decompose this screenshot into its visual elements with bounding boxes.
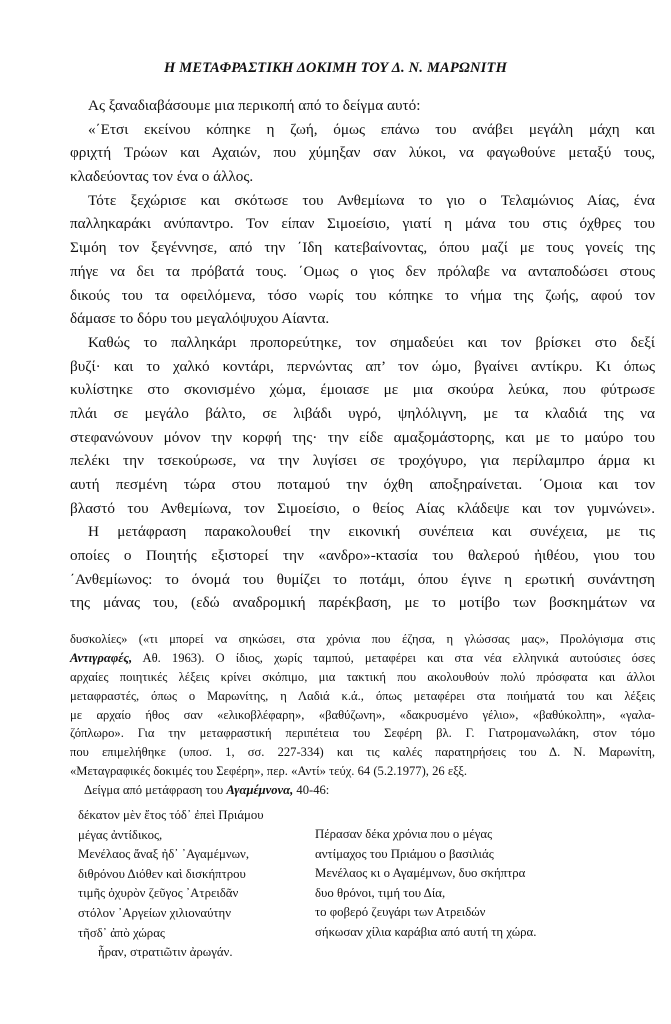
main-text — [70, 94, 655, 615]
verse-line: σήκωσαν χίλια καράβια από αυτή τη χώρα. — [315, 924, 537, 939]
footnote-line: αρχαίες ποιητικές λέξεις κρίνει σκόπιμο, μια τακτική που ακολουθούν πολύ πρόσφατα και άλλοι — [70, 669, 655, 684]
verse-line: Πέρασαν δέκα χρόνια που ο μέγας — [315, 827, 493, 841]
footnote-text: 40-46: — [293, 783, 330, 798]
text-line: βλαστό του Ανθεμίωνα, τον Σιμοείσιο, ο θείος Αίας κλάδεψε και τον γυμνώνει». — [70, 499, 655, 517]
verse-original — [78, 806, 264, 963]
text-line: κυλίστηκε στο σκονισμένο χώμα, έμοιασε με μια σκούρα λεύκα, που φύτρωσε — [70, 381, 655, 399]
verse-line: Μενέλαος ἄναξ ἠδ᾽ ᾽Αγαμέμνων, — [78, 847, 250, 862]
book-title: Αντιγραφές, — [70, 650, 133, 665]
verse-line: τιμῆς ὀχυρὸν ζεῦγος ᾽Ατρειδᾶν — [78, 886, 239, 901]
text-line: Σιμόη τον ξεγέννησε, από την ΄Ιδη κατεβαίνοντας, όπου μαζί με τους γονείς της — [70, 239, 655, 257]
footnote-line: δυσκολίες» («τι μπορεί να σηκώσει, στα χρόνια που έζησα, η γλώσσας μας», Προλόγισμα στις — [70, 632, 655, 646]
footnote-text: Αθ. 1963). Ο ίδιος, χωρίς ταμπού, μεταφέρει και στα νέα ελληνικά αυτούσιες όσες — [132, 650, 655, 665]
text-line: βυζί· και το χαλκό κοντάρι, περνώντας απ’ τον ώμο, βγαίνει αντίκρυ. Κι όπως — [70, 357, 655, 375]
book-title: Αγαμέμνονα, — [226, 783, 294, 798]
verse-line: στόλον ᾽Αργείων χιλιοναύτην — [78, 905, 232, 920]
text-line: Η μετάφραση παρακολουθεί την εικονική συνέπεια και συνέχεια, με τις — [88, 523, 655, 541]
text-line: δάμασε το δόρυ του μεγαλόψυχου Αίαντα. — [70, 310, 330, 328]
text-line: παλληκαράκι ανύπαντρο. Τον είπαν Σιμοείσιο, γιατί η μάνα του στις όχθρες του — [70, 215, 655, 233]
footnote-text: Δείγμα από μετάφραση του — [84, 783, 227, 798]
footnote-line: ζόπλωρο». Για την μεταφραστική περιπέτεια του Σεφέρη βλ. Γ. Γιατρομανωλάκη, στον τόμο — [70, 726, 655, 741]
text-line: Τότε ξεχώρισε και σκότωσε του Ανθεμίωνα το γιο ο Τελαμώνιος Αίας, ένα — [88, 191, 655, 209]
verse-line: ἦραν, στρατιῶτιν ἀρωγάν. — [98, 945, 233, 960]
text-line: δικούς του τα οφειλόμενα, τόσο νωρίς του κόπηκε το νήμα της ζωής, αφού τον — [70, 286, 655, 304]
text-line: πλάι σε μεγάλο βάλτο, σε λιβάδι υγρό, ψηλόλιγνη, με τα κλαδιά της να — [70, 404, 655, 422]
text-line: οποίες ο Ποιητής εξιστορεί την «ανδρο»-κτασία του θαλερού ἠιθέου, γιου του — [70, 547, 655, 565]
footnote-line: «Μεταγραφικές δοκιμές του Σεφέρη», περ. «Αντί» τεύχ. 64 (5.2.1977), 26 εξξ. — [70, 764, 468, 779]
verse-line: διθρόνου Διόθεν καὶ δισκήπτρου — [78, 866, 246, 881]
footnote-line — [70, 781, 655, 800]
footnote-line: που επιμελήθηκε (υποσ. 1, σσ. 227-334) και τις καλές παρατηρήσεις του Δ. Ν. Μαρωνίτη, — [70, 745, 655, 760]
verse-line: μέγας ἀντίδικος, — [78, 827, 163, 842]
running-header: Η ΜΕΤΑΦΡΑΣΤΙΚΗ ΔΟΚΙΜΗ ΤΟΥ Δ. Ν. ΜΑΡΩΝΙΤΗ — [163, 60, 508, 76]
verse-line: το φοβερό ζευγάρι των Ατρειδών — [315, 905, 486, 920]
text-line: φριχτή Τρώων και Αχαιών, που χύμηξαν σαν λύκοι, να φαγωθούνε μεταξύ τους, — [70, 144, 655, 162]
text-line: ΄Ανθεμίωνος: το όνομά του θυμίζει το ποτάμι, όπου έγινε η ερωτική συνάντηση — [70, 570, 655, 588]
footnote-line: με αρχαίο ήθος σαν «ελικοβλέφαρη», «βαθύζωνη», «δακρυσμένο γέλιο», «βαθύκολπη», «γαλα- — [70, 707, 655, 722]
verse-line: Μενέλαος κι ο Αγαμέμνων, δυο σκήπτρα — [315, 866, 526, 881]
verse-line: αντίμαχος του Πριάμου ο βασιλιάς — [315, 846, 494, 861]
verse-line: τῆσδ᾽ ἀπὸ χώρας — [78, 925, 165, 940]
text-line: πήγε να δει τα πρόβατά τους. ΄Ομως ο γιος δεν πρόλαβε να ανταποδώσει στους — [70, 262, 655, 280]
text-line: κλαδεύοντας τον ένα ο άλλος. — [70, 168, 254, 186]
text-line: πελέκι την τσεκούρωσε, να την λυγίσει σε τροχόγυρο, για περίλαμπρο άρμα κι — [70, 452, 655, 470]
text-line: στεφανώνουν μόνον την κορφή της· την είδε αμαξομάστορης, και με το μαύρο του — [70, 428, 655, 446]
text-line: αυτή πεσμένη τώρα στου ποταμού την όχθη αποξηραίνεται. ΄Ομοια και τον — [70, 476, 655, 493]
text-line: «΄Ετσι εκείνου κόπηκε η ζωή, όμως επάνω του ανάβει μεγάλη μάχη και — [88, 120, 655, 138]
footnote-line: μεταφραστές, όπως ο Μαρωνίτης, η Λαδιά κ.ά., όπως μεταφέρει στα ποιήματά του και λέξεις — [70, 688, 655, 703]
verse-translation — [315, 825, 536, 943]
footnote-line — [70, 649, 655, 668]
text-line: Καθώς το παλληκάρι προπορεύτηκε, τον σημαδεύει και τον βρίσκει στο δεξί — [88, 333, 655, 351]
footnote — [70, 630, 655, 800]
verse-line: δυο θρόνοι, τιμή του Δία, — [315, 885, 446, 900]
text-line: Ας ξαναδιαβάσουμε μια περικοπή από το δείγμα αυτό: — [88, 97, 421, 114]
verse-line: δέκατον μὲν ἔτος τόδ᾽ ἐπεὶ Πριάμου — [78, 808, 264, 822]
text-line: της μάνας του, (εδώ αναδρομική παρέκβαση, με το μοτίβο των βοσκημάτων να — [70, 594, 655, 612]
